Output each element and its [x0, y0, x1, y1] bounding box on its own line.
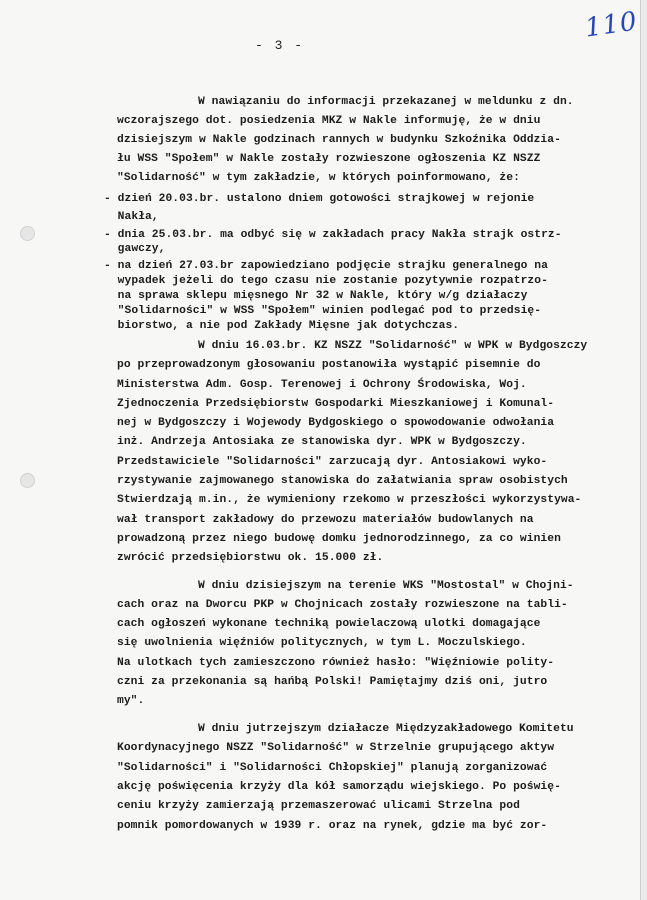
list-item-text: "Solidarności" w WSS "Społem" winien podlegać pod to przedsię- — [104, 305, 542, 317]
handwritten-page-number: 110 — [583, 6, 640, 44]
text-line: rzystywanie zajmowanego stanowiska do załatwiania spraw osobistych — [117, 475, 568, 487]
text-line: Ministerstwa Adm. Gosp. Terenowej i Ochrony Środowiska, Woj. — [117, 379, 527, 391]
text-line: Koordynacyjnego NSZZ "Solidarność" w Strzelnie grupującego aktyw — [117, 742, 555, 754]
list-item-text: - na dzień 27.03.br zapowiedziano podjęcie strajku generalnego na — [104, 260, 548, 272]
text-line: W dniu 16.03.br. KZ NSZZ "Solidarność" w WPK w Bydgoszczy — [198, 340, 588, 352]
page-number: - 3 - — [255, 38, 305, 53]
text-line: Na ulotkach tych zamieszczono również hasło: "Więźniowie polity- — [117, 657, 555, 669]
list-item-text: biorstwo, a nie pod Zakłady Mięsne jak dotychczas. — [104, 320, 460, 332]
text-line: po przeprowadzonym głosowaniu postanowiła wystąpić pisemnie do — [117, 359, 541, 371]
list-item-text: na sprawa sklepu mięsnego Nr 32 w Nakle, który w/g działaczy — [104, 290, 528, 302]
text-line: cach oraz na Dworcu PKP w Chojnicach zostały rozwieszone na tabli- — [117, 599, 568, 611]
text-line: my". — [117, 695, 145, 707]
binder-hole — [20, 473, 35, 488]
list-item-text: - dnia 25.03.br. ma odbyć się w zakładach pracy Nakła strajk ostrz- — [104, 229, 562, 241]
list-item-text: gawczy, — [104, 243, 166, 255]
text-line: W dniu jutrzejszym działacze Międzyzakładowego Komitetu — [198, 723, 574, 735]
text-line: W nawiązaniu do informacji przekazanej w meldunku z dn. — [198, 96, 574, 108]
text-line: Stwierdzają m.in., że wymieniony rzekomo w przeszłości wykorzystywa- — [117, 494, 582, 506]
text-line: Zjednoczenia Przedsiębiorstw Gospodarki Mieszkaniowej i Komunal- — [117, 398, 555, 410]
text-line: cach ogłoszeń wykonane techniką powielaczową ulotki domagające — [117, 618, 541, 630]
text-line: wał transport zakładowy do przewozu materiałów budowlanych na — [117, 514, 534, 526]
text-line: inż. Andrzeja Antosiaka ze stanowiska dyr. WPK w Bydgoszczy. — [117, 436, 527, 448]
list-item-text: - dzień 20.03.br. ustalono dniem gotowości strajkowej w rejonie — [104, 193, 535, 205]
text-line: czni za przekonania są hańbą Polski! Pamiętajmy dziś oni, jutro — [117, 676, 548, 688]
text-line: Przedstawiciele "Solidarności" zarzucają dyr. Antosiakowi wyko- — [117, 456, 548, 468]
text-line: pomnik pomordowanych w 1939 r. oraz na rynek, gdzie ma być zor- — [117, 820, 548, 832]
text-line: "Solidarności" i "Solidarności Chłopskiej" planują zorganizować — [117, 762, 548, 774]
text-line: nej w Bydgoszczy i Wojewody Bydgoskiego o spowodowanie odwołania — [117, 417, 555, 429]
text-line: wczorajszego dot. posiedzenia MKZ w Nakle informuję, że w dniu — [117, 115, 541, 127]
text-line: "Solidarność" w tym zakładzie, w których poinformowano, że: — [117, 172, 520, 184]
text-line: W dniu dzisiejszym na terenie WKS "Mostostal" w Chojni- — [198, 580, 574, 592]
text-line: akcję poświęcenia krzyży dla kół samorządu wiejskiego. Po poświę- — [117, 781, 561, 793]
list-item-text: wypadek jeżeli do tego czasu nie zostanie pozytywnie rozpatrzo- — [104, 275, 548, 287]
binder-hole — [20, 226, 35, 241]
text-line: ceniu krzyży zamierzają przemaszerować ulicami Strzelna pod — [117, 800, 520, 812]
text-line: dzisiejszym w Nakle godzinach rannych w budynku Szkoźnika Oddzia- — [117, 134, 561, 146]
list-item-text: Nakła, — [104, 211, 159, 223]
text-line: się uwolnienia więźniów politycznych, w tym L. Moczulskiego. — [117, 637, 527, 649]
text-line: łu WSS "Społem" w Nakle zostały rozwieszone ogłoszenia KZ NSZZ — [117, 153, 541, 165]
text-line: prowadzoną przez niego budowę domku jednorodzinnego, za co winien — [117, 533, 561, 545]
text-line: zwrócić przedsiębiorstwu ok. 15.000 zł. — [117, 552, 384, 564]
